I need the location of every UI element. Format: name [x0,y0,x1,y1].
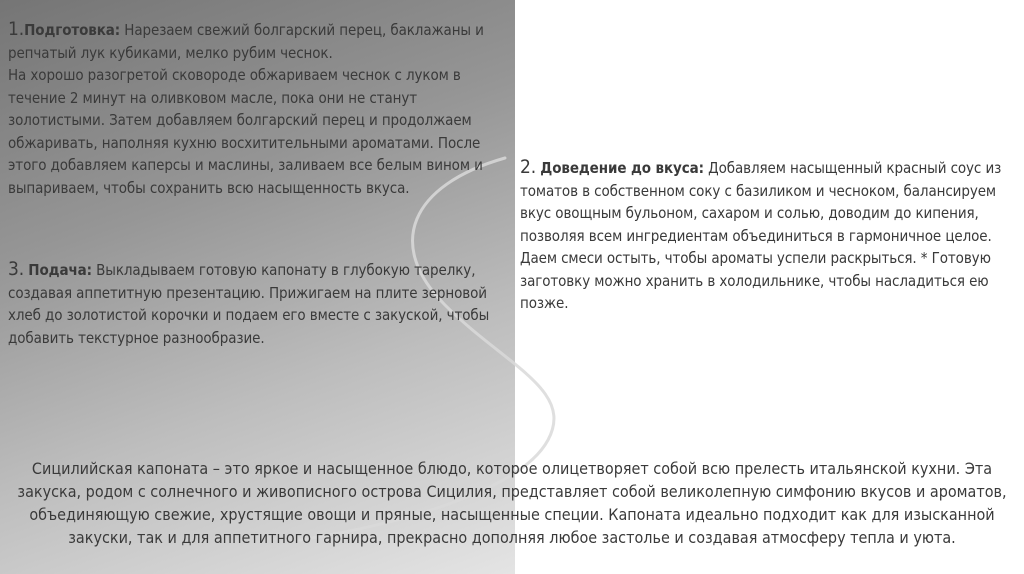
step-seasoning-paragraph [520,156,1020,315]
step-seasoning-heading: Доведение до вкуса: [540,159,704,177]
step-serving [8,258,508,349]
step-serving-heading: Подача: [28,261,92,279]
step-seasoning-number: 2. [520,156,537,178]
step-preparation-heading: Подготовка: [24,21,121,39]
step-preparation-number: 1. [8,18,25,40]
step-serving-number: 3. [8,258,25,280]
step-preparation [8,18,508,199]
step-preparation-text-2: На хорошо разогретой сковороде обжариваем чеснок с луком в течение 2 минут на оливковом масле, пока они не станут золотистыми. Затем добавляем болгарский перец и продолжаем обжаривать, наполняя кухню восхитительными ароматами. После этого добавляем каперсы и маслины, заливаем все белым вином и выпариваем, чтобы сохранить всю насыщенность вкуса. [8,66,483,197]
step-serving-text: Выкладываем готовую капонату в глубокую тарелку, создавая аппетитную презентацию. Прижигаем на плите зерновой хлеб до золотистой корочки и подаем его вместе с закуской, чтобы добавить текстурное разнообразие. [8,261,490,347]
step-seasoning-text: Добавляем насыщенный красный соус из томатов в собственном соку с базиликом и чесноком, балансируем вкус овощным бульоном, сахаром и солью, доводим до кипения, позволяя всем ингредиентам объединиться в гармоничное целое. Даем смеси остыть, чтобы ароматы успели раскрыться. * Готовую заготовку можно хранить в холодильнике, чтобы насладиться ею позже. [520,159,1002,312]
step-seasoning [520,156,1020,315]
step-preparation-paragraph [8,18,508,64]
summary-paragraph: Сицилийская капоната – это яркое и насыщенное блюдо, которое олицетворяет собой всю прелесть итальянской кухни. Эта закуска, родом с солнечного и живописного острова Сицилия, представляет собой великолепную симфонию вкусов и ароматов, объединяющую свежие, хрустящие овощи и пряные, насыщенные специи. Капоната идеально подходит как для изысканной закуски, так и для аппетитного гарнира, прекрасно дополняя любое застолье и создавая атмосферу тепла и уюта. [17,459,1007,547]
step-serving-paragraph [8,258,508,349]
step-preparation-text: Нарезаем свежий болгарский перец, баклажаны и репчатый лук кубиками, мелко рубим чеснок. [8,21,484,62]
